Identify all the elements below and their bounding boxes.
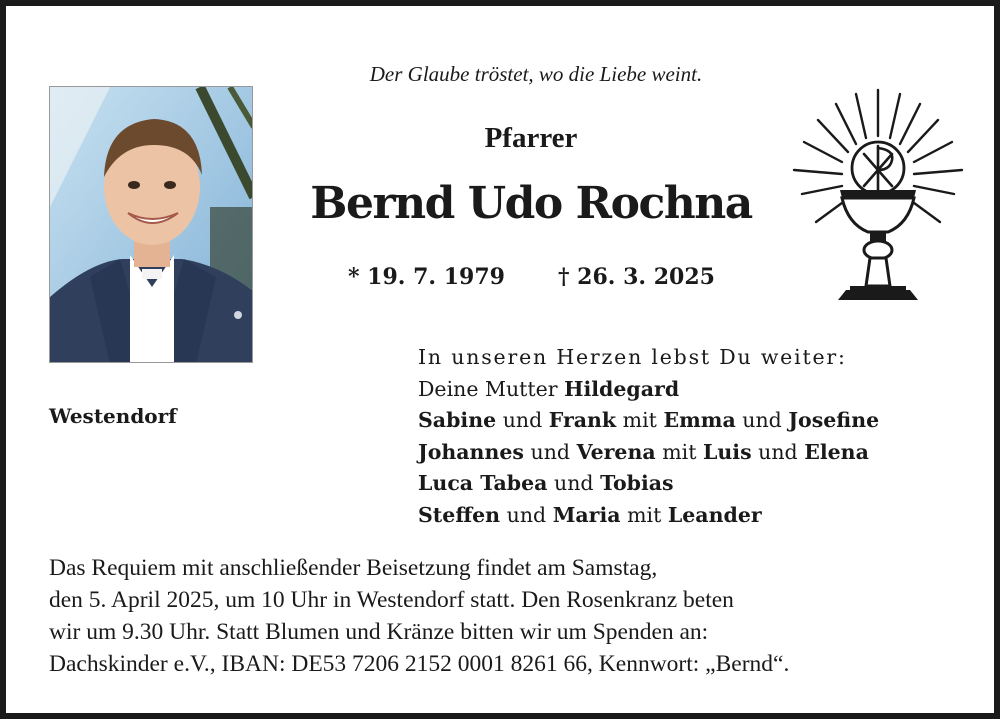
mourner-name: Johannes <box>418 439 524 464</box>
mourner-line <box>418 437 879 469</box>
deceased-name: Bernd Udo Rochna <box>310 178 752 229</box>
mourner-line <box>418 500 879 532</box>
notice-line: den 5. April 2025, um 10 Uhr in Westendorf statt. Den Rosenkranz beten <box>49 587 734 613</box>
mourner-line <box>418 405 879 437</box>
mourner-connector: und <box>758 439 798 464</box>
mourner-connector: mit <box>627 502 662 527</box>
notice-line: Dachskinder e.V., IBAN: DE53 7206 2152 0001 8261 66, Kennwort: „Bernd“. <box>49 651 790 677</box>
mourner-line <box>418 374 879 406</box>
mourner-name: Maria <box>552 502 621 527</box>
mourner-name: Tobias <box>600 471 674 495</box>
place-name: Westendorf <box>49 404 177 428</box>
funeral-notice <box>49 552 969 680</box>
mourner-name: Frank <box>548 408 617 432</box>
mourner-name: Luca Tabea <box>418 471 548 495</box>
clerical-title: Pfarrer <box>484 122 578 154</box>
mourner-name: Verena <box>576 439 656 464</box>
notice-line: wir um 9.30 Uhr. Statt Blumen und Kränze bitten wir um Spenden an: <box>49 619 709 645</box>
mourners-intro: In unseren Herzen lebst Du weiter: <box>418 345 847 369</box>
mourner-connector: und <box>554 471 594 495</box>
mourner-name: Emma <box>663 408 736 432</box>
mourners-list <box>418 342 879 531</box>
mourner-name: Hildegard <box>564 376 680 401</box>
mourner-connector: mit <box>622 408 657 432</box>
mourner-connector: und <box>530 439 571 464</box>
mourner-connector: und <box>506 502 547 527</box>
mourner-connector: und <box>742 408 782 432</box>
mourner-line <box>418 468 879 500</box>
mourner-connector: und <box>502 408 543 432</box>
chalice-icon <box>790 86 964 310</box>
mourner-name: Leander <box>667 502 762 527</box>
death-date: † 26. 3. 2025 <box>558 264 715 290</box>
mourner-name: Luis <box>702 439 752 464</box>
mourner-lines <box>418 374 879 532</box>
portrait-photo <box>49 86 253 363</box>
motto: Der Glaube tröstet, wo die Liebe weint. <box>369 62 703 86</box>
notice-line: Das Requiem mit anschließender Beisetzung findet am Samstag, <box>49 555 658 581</box>
mourner-name: Sabine <box>418 408 497 432</box>
mourner-connector: mit <box>662 439 697 464</box>
birth-date: * 19. 7. 1979 <box>348 264 505 290</box>
mourner-name: Steffen <box>418 502 501 527</box>
mourner-name: Josefine <box>788 408 880 432</box>
mourner-connector: Deine Mutter <box>418 376 558 401</box>
mourner-name: Elena <box>804 439 869 464</box>
